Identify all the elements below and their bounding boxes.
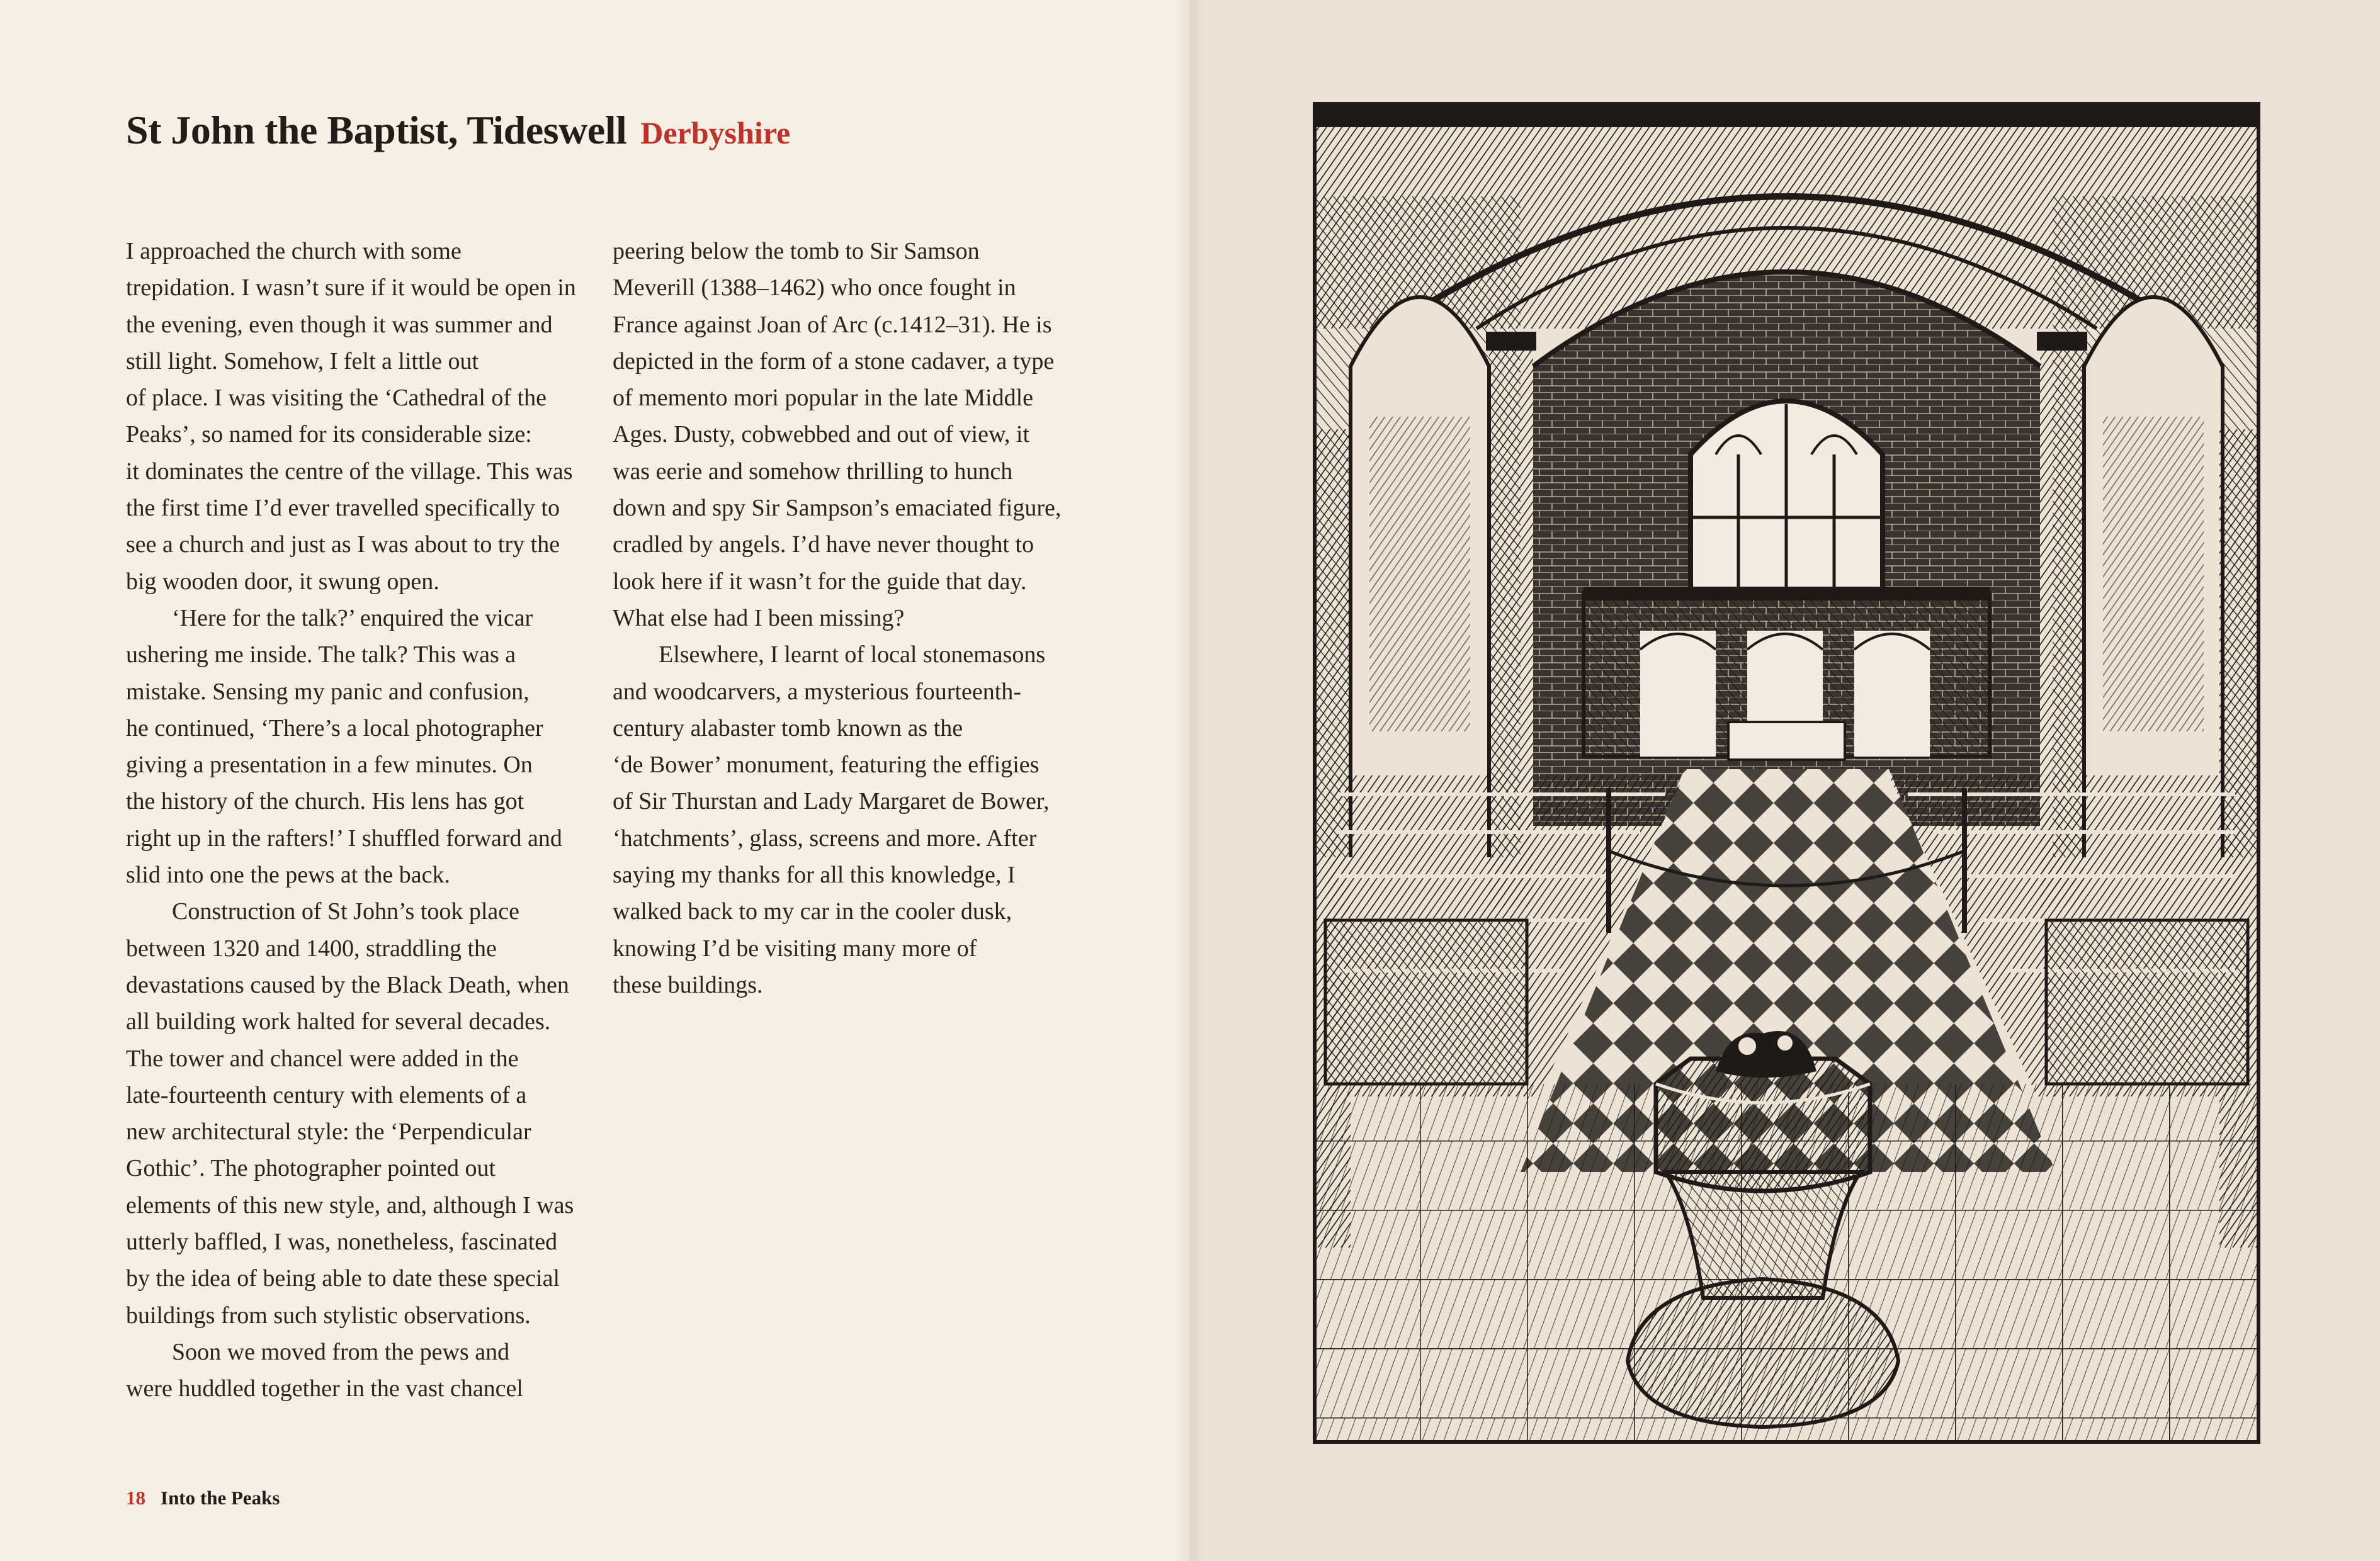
text-line: devastations caused by the Black Death, when [126,971,569,998]
text-line: by the idea of being able to date these special [126,1265,560,1292]
text-line: between 1320 and 1400, straddling the [126,935,497,962]
text-line: I approached the church with some [126,238,462,264]
text-line: peering below the tomb to Sir Samson [613,238,980,264]
text-column-2 [613,233,1075,1003]
text-line: ‘de Bower’ monument, featuring the effigies [613,752,1040,779]
text-line: see a church and just as I was about to try the [126,531,560,558]
page-number: 18 [126,1487,145,1509]
text-line: was eerie and somehow thrilling to hunch [613,458,1013,485]
text-line: Meverill (1388–1462) who once fought in [613,274,1016,301]
text-line: late-fourteenth century with elements of a [126,1081,527,1108]
text-line: knowing I’d be visiting many more of [613,935,977,962]
text-line: right up in the rafters!’ I shuffled forward and [126,825,562,852]
text-line: new architectural style: the ‘Perpendicular [126,1119,531,1146]
text-line: and woodcarvers, a mysterious fourteenth- [613,678,1021,705]
text-line: of Sir Thurstan and Lady Margaret de Bower, [613,788,1050,815]
baptismal-font-bowl [1656,1059,1870,1191]
text-line: Gothic’. The photographer pointed out [126,1155,496,1182]
altar [1728,722,1845,760]
text-line: all building work halted for several decades. [126,1008,551,1035]
church-interior-illustration [1313,102,2260,1444]
text-line: Soon we moved from the pews and [172,1338,510,1365]
text-line: What else had I been missing? [613,604,905,631]
text-line: big wooden door, it swung open. [126,568,439,595]
text-column-1 [126,233,589,1407]
paragraph [126,893,589,1334]
text-line: Elsewhere, I learnt of local stonemasons [659,641,1046,668]
text-line: down and spy Sir Sampson’s emaciated figure, [613,495,1062,522]
text-line: the first time I’d ever travelled specifically to [126,495,560,522]
text-line: he continued, ‘There’s a local photographer [126,714,543,741]
text-line: of memento mori popular in the late Middle [613,385,1034,412]
text-line: were huddled together in the vast chancel [126,1375,523,1402]
text-line: elements of this new style, and, although I was [126,1192,574,1219]
text-line: still light. Somehow, I felt a little out [126,347,479,375]
baptismal-font-base [1628,1279,1898,1427]
text-line: cradled by angels. I’d have never thought to [613,531,1034,558]
section-name: Into the Peaks [161,1487,280,1509]
paragraph [613,636,1075,1003]
text-line: look here if it wasn’t for the guide that day. [613,568,1027,595]
text-line: Peaks’, so named for its considerable size: [126,421,532,448]
text-line: saying my thanks for all this knowledge, I [613,862,1016,889]
text-line: utterly baffled, I was, nonetheless, fascinated [126,1229,558,1256]
text-line: Construction of St John’s took place [172,898,520,925]
article-heading [126,107,790,154]
paragraph [613,233,1075,636]
text-line: these buildings. [613,971,763,998]
text-line: the history of the church. His lens has got [126,788,524,815]
text-line: giving a presentation in a few minutes. On [126,752,533,779]
text-line: Ages. Dusty, cobwebbed and out of view, it [613,421,1030,448]
paragraph [126,1334,589,1407]
paragraph [126,233,589,600]
text-line: buildings from such stylistic observations. [126,1302,531,1329]
paragraph [126,600,589,893]
text-line: it dominates the centre of the village. This was [126,458,573,485]
text-line: century alabaster tomb known as the [613,714,963,741]
book-gutter [1176,0,1204,1561]
text-line: trepidation. I wasn’t sure if it would be open in [126,274,576,301]
text-line: mistake. Sensing my panic and confusion, [126,678,530,705]
text-line: walked back to my car in the cooler dusk, [613,898,1012,925]
text-line: ‘Here for the talk?’ enquired the vicar [172,604,533,631]
text-line: France against Joan of Arc (c.1412–31). He is [613,311,1052,338]
text-line: the evening, even though it was summer and [126,311,553,338]
page-footer [126,1487,280,1509]
text-line: of place. I was visiting the ‘Cathedral of the [126,385,547,412]
text-line: depicted in the form of a stone cadaver, a type [613,347,1055,375]
article-title: St John the Baptist, Tideswell [126,108,627,152]
text-line: slid into one the pews at the back. [126,862,450,889]
text-line: ‘hatchments’, glass, screens and more. After [613,825,1037,852]
article-county: Derbyshire [640,115,791,150]
text-line: ushering me inside. The talk? This was a [126,641,516,668]
text-line: The tower and chancel were added in the [126,1045,519,1072]
